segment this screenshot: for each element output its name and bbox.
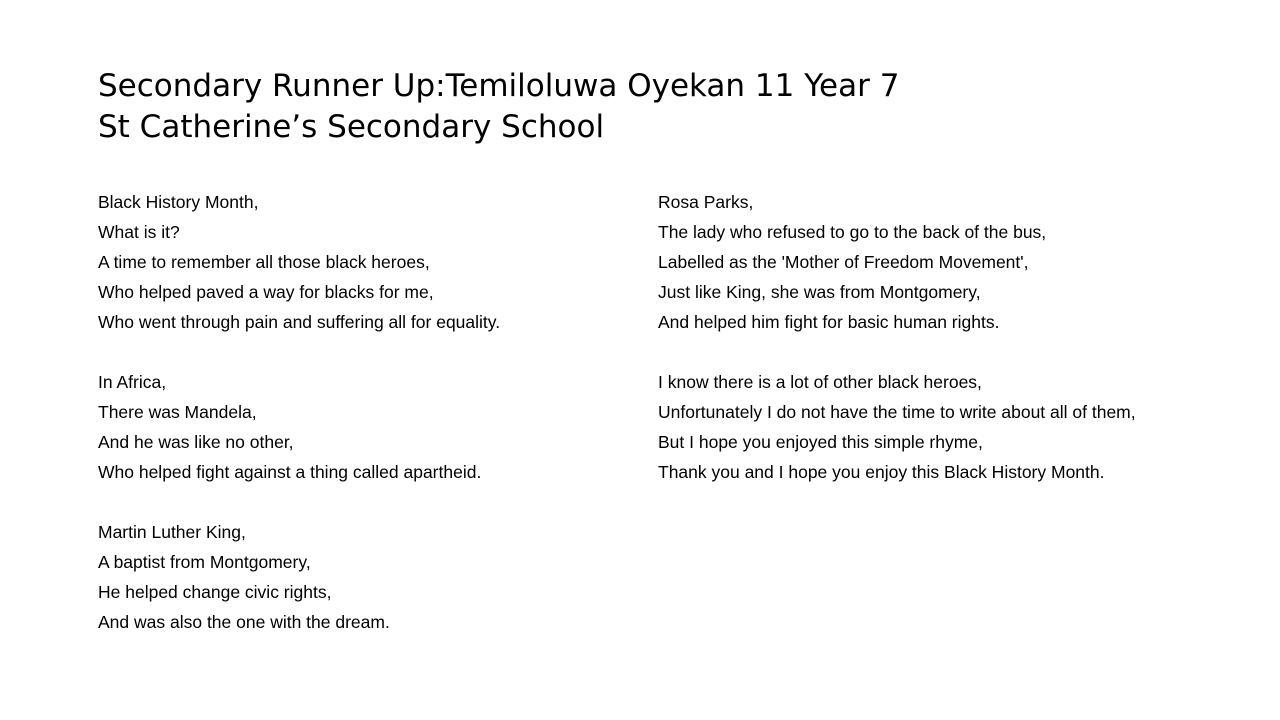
poem-line: Martin Luther King,: [98, 522, 246, 542]
poem-line: Who helped paved a way for blacks for me,: [98, 282, 434, 302]
title-line-school: St Catherine’s Secondary School: [98, 109, 605, 145]
poem-left-column: [98, 187, 638, 667]
poem-line: Labelled as the 'Mother of Freedom Movement',: [658, 252, 1029, 272]
stanza-black-history-month: [98, 187, 638, 337]
stanza-martin-luther-king: [98, 517, 638, 637]
poem-line: And he was like no other,: [98, 432, 294, 452]
poem-line: Rosa Parks,: [658, 192, 754, 212]
poem-line: But I hope you enjoyed this simple rhyme,: [658, 432, 983, 452]
poem-line: I know there is a lot of other black heroes,: [658, 372, 982, 392]
stanza-mandela: [98, 367, 638, 487]
poem-line: He helped change civic rights,: [98, 582, 332, 602]
stanza-rosa-parks: [658, 187, 1218, 337]
poem-right-column: [658, 187, 1218, 517]
poem-line: And helped him fight for basic human rights.: [658, 312, 1000, 332]
poem-line: Unfortunately I do not have the time to write about all of them,: [658, 402, 1136, 422]
poem-line: Who went through pain and suffering all for equality.: [98, 312, 501, 332]
poem-line: What is it?: [98, 222, 180, 242]
stanza-closing: [658, 367, 1218, 487]
title-line-winner: Secondary Runner Up:Temiloluwa Oyekan 11 Year 7: [98, 68, 900, 104]
slide-title: [98, 66, 1198, 148]
poem-line: There was Mandela,: [98, 402, 257, 422]
poem-line: Who helped fight against a thing called apartheid.: [98, 462, 482, 482]
poem-line: Thank you and I hope you enjoy this Black History Month.: [658, 462, 1105, 482]
poem-line: A time to remember all those black heroes,: [98, 252, 430, 272]
poem-line: Black History Month,: [98, 192, 259, 212]
poem-line: A baptist from Montgomery,: [98, 552, 311, 572]
poem-line: Just like King, she was from Montgomery,: [658, 282, 981, 302]
poem-line: The lady who refused to go to the back of the bus,: [658, 222, 1047, 242]
poem-line: In Africa,: [98, 372, 167, 392]
poem-line: And was also the one with the dream.: [98, 612, 390, 632]
